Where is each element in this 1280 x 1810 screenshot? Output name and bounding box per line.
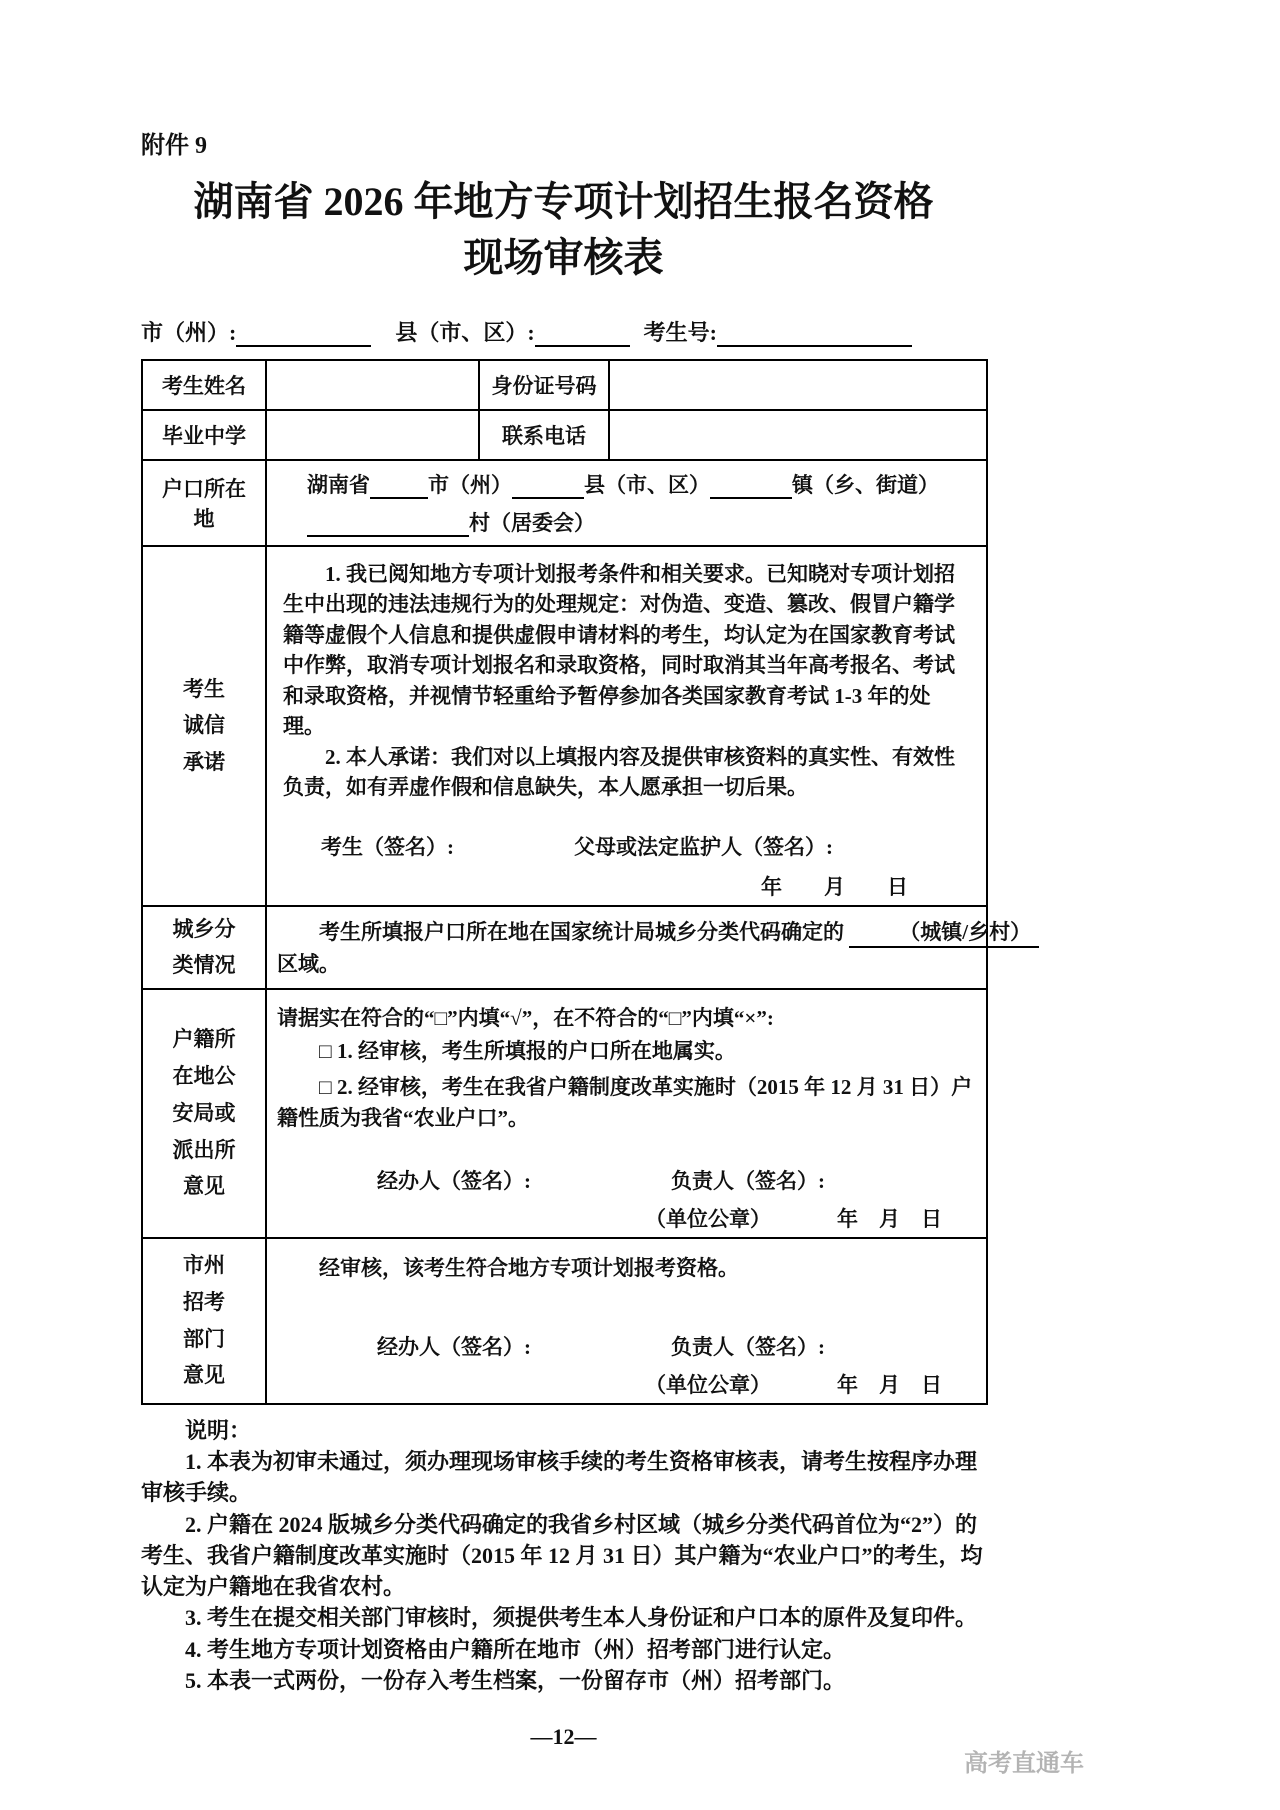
phone-label: 联系电话 bbox=[479, 410, 609, 460]
admissions-label bbox=[142, 1238, 266, 1404]
police-item-1-text: 1. 经审核，考生所填报的户口所在地属实。 bbox=[336, 1039, 736, 1063]
guardian-signature-label: 父母或法定监护人（签名）: bbox=[574, 834, 833, 859]
integrity-label-line: 考生 bbox=[183, 676, 225, 701]
candidate-name-cell bbox=[266, 360, 479, 410]
police-label-line: 安局或 bbox=[172, 1100, 236, 1125]
candidate-no-group bbox=[644, 316, 912, 347]
residence-city-suffix: 市（州） bbox=[428, 473, 512, 497]
integrity-body bbox=[277, 551, 976, 901]
police-intro: 请据实在符合的“□”内填“√”，在不符合的“□”内填“×”: bbox=[277, 1006, 774, 1030]
police-label-line: 派出所 bbox=[172, 1137, 236, 1162]
residence-county-blank bbox=[512, 471, 584, 499]
residence-village-suffix: 村（居委会） bbox=[469, 511, 595, 535]
city-label: 市（州）: bbox=[141, 320, 237, 345]
residence-line-1 bbox=[277, 469, 976, 499]
integrity-label-line: 承诺 bbox=[183, 750, 225, 775]
integrity-label-lines bbox=[153, 671, 255, 781]
city-blank bbox=[236, 319, 371, 347]
school-cell bbox=[266, 410, 479, 460]
note-item-3: 3. 考生在提交相关部门审核时，须提供考生本人身份证和户口本的原件及复印件。 bbox=[185, 1605, 978, 1631]
county-label: 县（市、区）: bbox=[395, 320, 535, 345]
urban-rural-text-after: 区域。 bbox=[277, 952, 340, 977]
police-date: 年 月 日 bbox=[837, 1206, 942, 1231]
document-content bbox=[141, 0, 1032, 1750]
candidate-no-label: 考生号: bbox=[643, 320, 717, 345]
header-fill-line bbox=[141, 316, 986, 347]
police-label-line: 户籍所 bbox=[172, 1027, 236, 1052]
admissions-handler-signature-label: 经办人（签名）: bbox=[377, 1334, 531, 1359]
police-checkbox-item-1 bbox=[277, 1036, 976, 1068]
notes-section bbox=[141, 1415, 986, 1696]
page-number: —12— bbox=[530, 1724, 597, 1750]
phone-cell bbox=[609, 410, 987, 460]
police-label-line: 意见 bbox=[183, 1174, 225, 1199]
admissions-body bbox=[277, 1243, 976, 1399]
note-item-4: 4. 考生地方专项计划资格由户籍所在地市（州）招考部门进行认定。 bbox=[185, 1636, 846, 1662]
police-body bbox=[277, 994, 976, 1233]
urban-rural-label-line: 类情况 bbox=[172, 953, 236, 978]
review-form-table bbox=[141, 359, 1032, 1405]
document-title bbox=[141, 174, 986, 286]
police-label-lines bbox=[153, 1021, 255, 1205]
row-police-opinion bbox=[142, 989, 987, 1238]
admissions-label-line: 市州 bbox=[183, 1253, 225, 1278]
admissions-seal-line bbox=[277, 1369, 976, 1399]
integrity-cell bbox=[266, 546, 987, 906]
admissions-seal-label: （单位公章） bbox=[645, 1372, 771, 1397]
residence-label: 户口所在地 bbox=[142, 460, 266, 546]
police-seal-label: （单位公章） bbox=[645, 1206, 771, 1231]
integrity-date-line: 年 月 日 bbox=[761, 874, 908, 899]
id-number-label: 身份证号码 bbox=[479, 360, 609, 410]
note-item-2: 2. 户籍在 2024 版城乡分类代码确定的我省乡村区域（城乡分类代码首位为“2”）的考生、我省户籍制度改革实施时（2015 年 12 月 31 日）其户籍为“农业户口”的考生，均认定为户籍地在我省农村。 bbox=[141, 1511, 983, 1600]
id-number-cell bbox=[609, 360, 987, 410]
row-integrity-pledge bbox=[142, 546, 987, 906]
police-item-2-text: 2. 经审核，考生在我省户籍制度改革实施时（2015 年 12 月 31 日）户籍性质为我省“农业户口”。 bbox=[277, 1074, 973, 1130]
admissions-label-line: 意见 bbox=[183, 1363, 225, 1388]
police-seal-line bbox=[277, 1203, 976, 1233]
urban-rural-label bbox=[142, 906, 266, 990]
police-handler-signature-label: 经办人（签名）: bbox=[377, 1168, 531, 1193]
admissions-label-line: 招考 bbox=[183, 1289, 225, 1314]
admissions-cell bbox=[266, 1238, 987, 1404]
urban-rural-label-line: 城乡分 bbox=[172, 916, 236, 941]
note-item-5: 5. 本表一式两份，一份存入考生档案，一份留存市（州）招考部门。 bbox=[185, 1667, 846, 1693]
urban-rural-label-lines bbox=[153, 911, 255, 985]
residence-county-suffix: 县（市、区） bbox=[584, 473, 710, 497]
title-line-2: 现场审核表 bbox=[463, 235, 664, 280]
candidate-name-label: 考生姓名 bbox=[142, 360, 266, 410]
integrity-label-line: 诚信 bbox=[183, 713, 225, 738]
urban-rural-text-before: 考生所填报户口所在地在国家统计局城乡分类代码确定的 bbox=[319, 920, 844, 945]
row-urban-rural bbox=[142, 906, 987, 990]
police-signature-line bbox=[277, 1165, 976, 1195]
residence-town-suffix: 镇（乡、街道） bbox=[792, 473, 939, 497]
candidate-signature-label: 考生（签名）: bbox=[321, 834, 454, 859]
admissions-label-lines bbox=[153, 1247, 255, 1394]
residence-line-2 bbox=[277, 507, 976, 537]
police-label bbox=[142, 989, 266, 1238]
urban-rural-text bbox=[277, 916, 1032, 948]
residence-cell bbox=[266, 460, 987, 546]
note-item-1: 1. 本表为初审未通过，须办理现场审核手续的考生资格审核表，请考生按程序办理审核手续。 bbox=[141, 1449, 978, 1506]
admissions-signature-line bbox=[277, 1331, 976, 1361]
notes-heading: 说明： bbox=[185, 1417, 252, 1443]
row-name-id bbox=[142, 360, 987, 410]
row-residence bbox=[142, 460, 987, 546]
row-admissions-opinion bbox=[142, 1238, 987, 1404]
residence-city-blank bbox=[370, 471, 428, 499]
checkbox-icon: □ bbox=[319, 1074, 332, 1099]
county-group bbox=[395, 316, 629, 347]
title-line-1: 湖南省 2026 年地方专项计划招生报名资格 bbox=[193, 179, 934, 224]
school-label: 毕业中学 bbox=[142, 410, 266, 460]
police-checkbox-item-2 bbox=[277, 1072, 976, 1135]
admissions-label-line: 部门 bbox=[183, 1326, 225, 1351]
police-director-signature-label: 负责人（签名）: bbox=[671, 1168, 825, 1193]
police-cell bbox=[266, 989, 987, 1238]
admissions-date: 年 月 日 bbox=[837, 1372, 942, 1397]
urban-rural-cell bbox=[266, 906, 1032, 990]
police-label-line: 在地公 bbox=[172, 1064, 236, 1089]
checkbox-icon: □ bbox=[319, 1039, 332, 1063]
admissions-text: 经审核，该考生符合地方专项计划报考资格。 bbox=[319, 1255, 739, 1280]
integrity-label bbox=[142, 546, 266, 906]
integrity-signature-line bbox=[283, 831, 970, 861]
admissions-director-signature-label: 负责人（签名）: bbox=[671, 1334, 825, 1359]
row-school-phone bbox=[142, 410, 987, 460]
county-blank bbox=[535, 319, 630, 347]
residence-province: 湖南省 bbox=[307, 473, 370, 497]
residence-village-blank bbox=[307, 509, 469, 537]
candidate-no-blank bbox=[717, 319, 912, 347]
residence-town-blank bbox=[710, 471, 792, 499]
city-group bbox=[141, 316, 371, 347]
attachment-label: 附件 9 bbox=[141, 133, 207, 159]
integrity-paragraph-1: 1. 我已阅知地方专项计划报考条件和相关要求。已知晓对专项计划招生中出现的违法违规行为的处理规定：对伪造、变造、篡改、假冒户籍学籍等虚假个人信息和提供虚假申请材料的考生，均认定为在国家教育考试中作弊，取消专项计划报名和录取资格，同时取消其当年高考报名、考试和录取资格，并视情节轻重给予暂停参加各类国家教育考试 1-3 年的处理。 bbox=[283, 562, 955, 739]
urban-rural-choice: （城镇/乡村） bbox=[849, 916, 1039, 948]
watermark-text: 高考直通车 bbox=[964, 1750, 1084, 1777]
integrity-paragraph-2: 2. 本人承诺：我们对以上填报内容及提供审核资料的真实性、有效性负责，如有弄虚作假和信息缺失，本人愿承担一切后果。 bbox=[283, 744, 955, 800]
